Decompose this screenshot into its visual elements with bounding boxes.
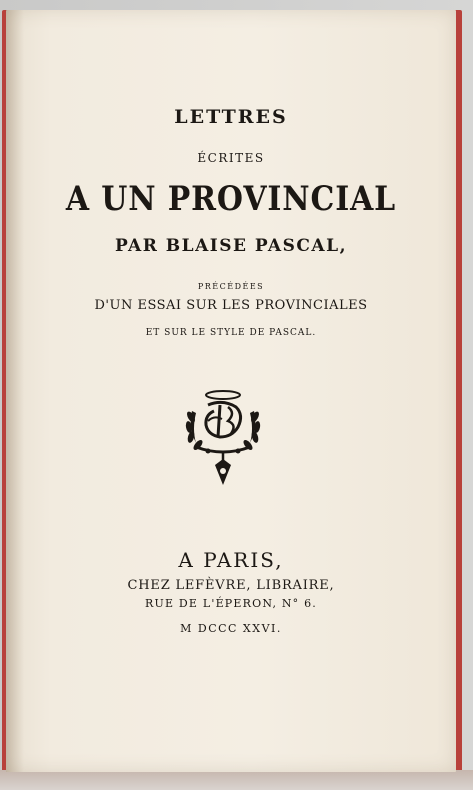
- imprint-publisher: CHEZ LEFÈVRE, LIBRAIRE,: [127, 578, 335, 593]
- style-line: ET SUR LE STYLE DE PASCAL.: [145, 328, 317, 338]
- imprint-year: M DCCC XXVI.: [180, 622, 282, 635]
- title-main: A UN PROVINCIAL: [65, 179, 397, 219]
- imprint-place: A PARIS,: [178, 548, 284, 572]
- essai-line: D'UN ESSAI SUR LES PROVINCIALES: [94, 298, 368, 313]
- precedees-line: PRÉCÉDÉES: [197, 282, 265, 291]
- title-lettres: LETTRES: [174, 106, 288, 128]
- monogram-crest-icon: [178, 381, 268, 489]
- title-ecrites: ÉCRITES: [197, 151, 265, 165]
- book-bottom-edge: [0, 770, 473, 790]
- author-line: PAR BLAISE PASCAL,: [114, 236, 347, 256]
- imprint-address: RUE DE L'ÉPERON, N° 6.: [145, 597, 317, 610]
- title-page: [6, 10, 456, 772]
